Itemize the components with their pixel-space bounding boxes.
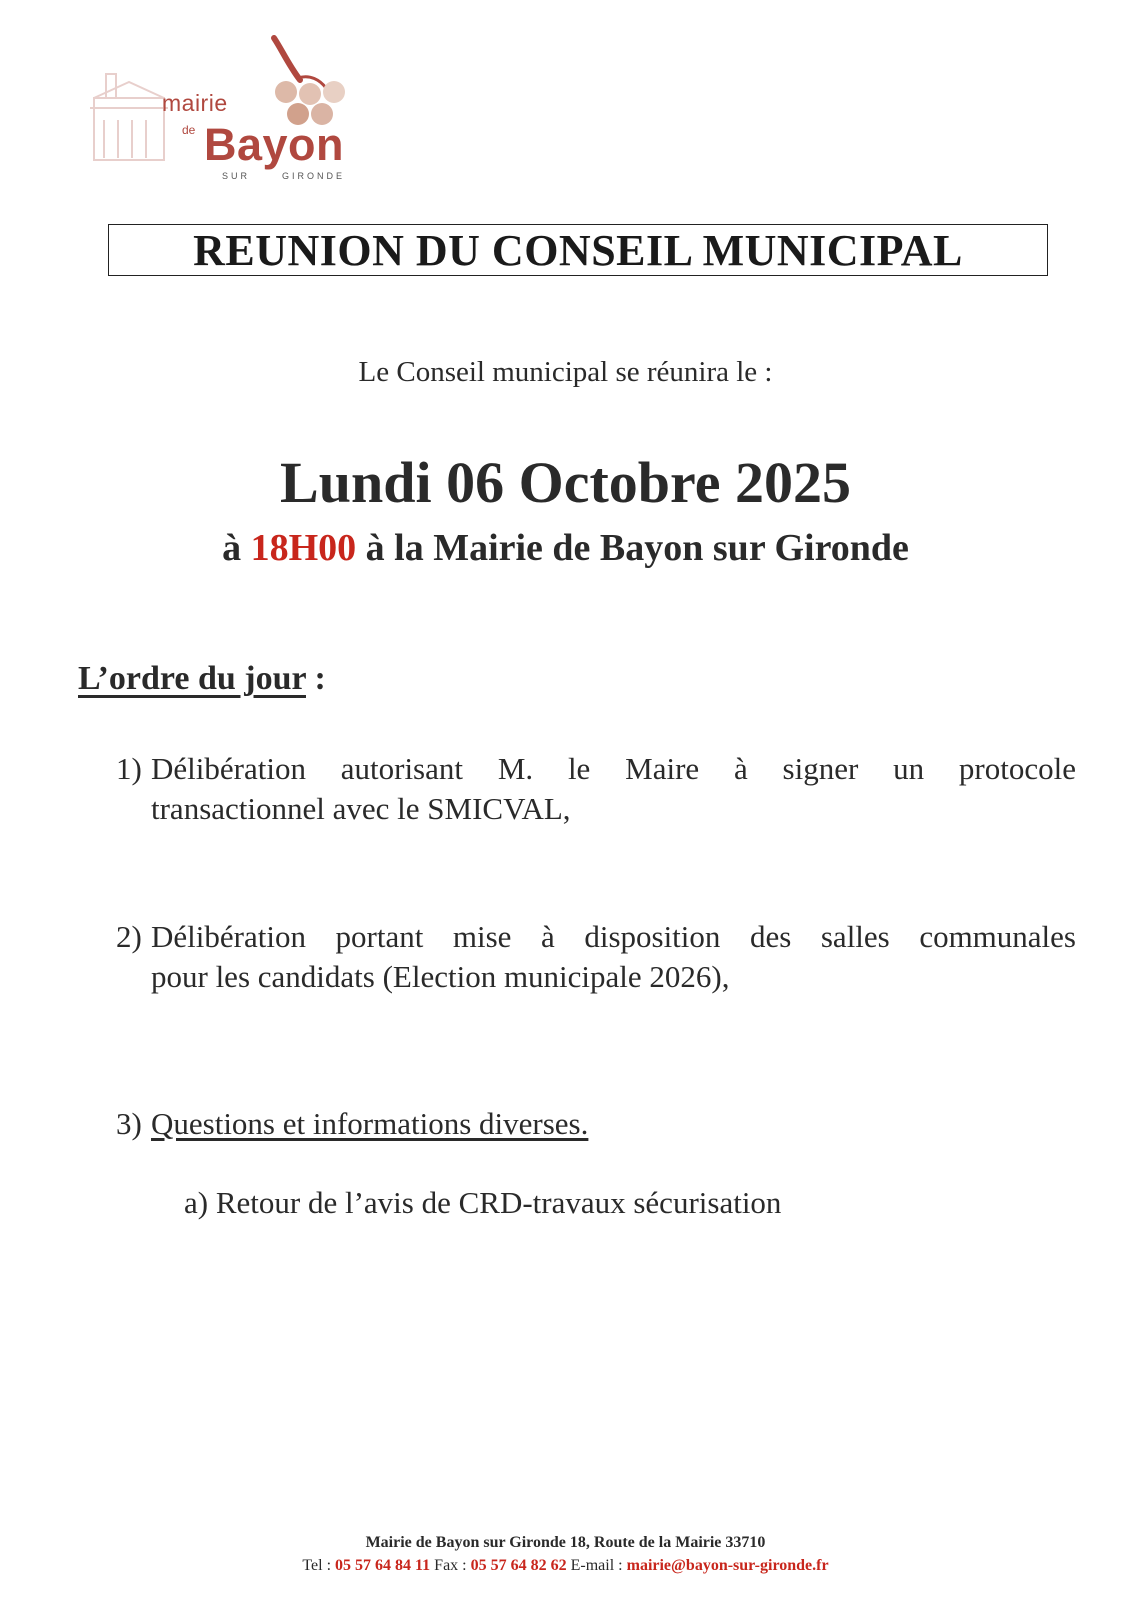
email-link[interactable]: mairie@bayon-sur-gironde.fr [626,1557,829,1574]
agenda-item-number: 1) [116,751,142,786]
agenda-subitem: a) Retour de l’avis de CRD-travaux sécurisation [184,1185,782,1220]
meeting-date: Lundi 06 Octobre 2025 [280,450,851,515]
agenda-heading-label: L’ordre du jour [78,660,306,697]
agenda-item-line: pour les candidats (Election municipale 2026), [151,959,730,994]
fax-number: 05 57 64 82 62 [470,1557,567,1574]
agenda-item-line: transactionnel avec le SMICVAL, [151,791,571,826]
town-hall-icon [90,74,168,160]
mairie-logo [86,30,376,190]
title-frame [108,224,1048,276]
logo-de-text: de [182,123,196,137]
footer-contact [0,1557,1131,1575]
fax-label: Fax : [434,1557,467,1574]
logo-bayon-text: Bayon [204,119,345,170]
email-label: E-mail : [570,1557,623,1574]
time-prefix: à [222,527,242,569]
agenda-heading-colon: : [314,660,326,697]
intro-text: Le Conseil municipal se réunira le : [358,356,773,388]
agenda-item-number: 2) [116,919,142,954]
meeting-time: 18H00 [250,527,357,569]
agenda-item-line: Délibération portant mise à disposition des salles communales [151,919,1076,954]
agenda-item-line: Questions et informations diverses. [151,1106,589,1141]
page-title: REUNION DU CONSEIL MUNICIPAL [193,226,963,275]
agenda-heading [78,660,326,698]
meeting-time-location [0,526,1131,570]
agenda-item-text [151,1104,1076,1144]
meeting-location: à la Mairie de Bayon sur Gironde [365,527,909,569]
tel-number: 05 57 64 84 11 [335,1557,431,1574]
tel-label: Tel : [302,1557,332,1574]
grape-stem-icon [274,38,300,80]
agenda-item-number: 3) [116,1106,142,1141]
logo-sur-text: SUR [222,171,251,181]
footer-address: Mairie de Bayon sur Gironde 18, Route de la Mairie 33710 [365,1534,766,1551]
agenda-item-line: Délibération autorisant M. le Maire à signer un protocole [151,751,1076,786]
logo-mairie-text: mairie [162,90,228,116]
agenda-item-text [151,749,1076,829]
agenda-item-text [151,917,1076,997]
logo-gironde-text: GIRONDE [282,171,346,181]
